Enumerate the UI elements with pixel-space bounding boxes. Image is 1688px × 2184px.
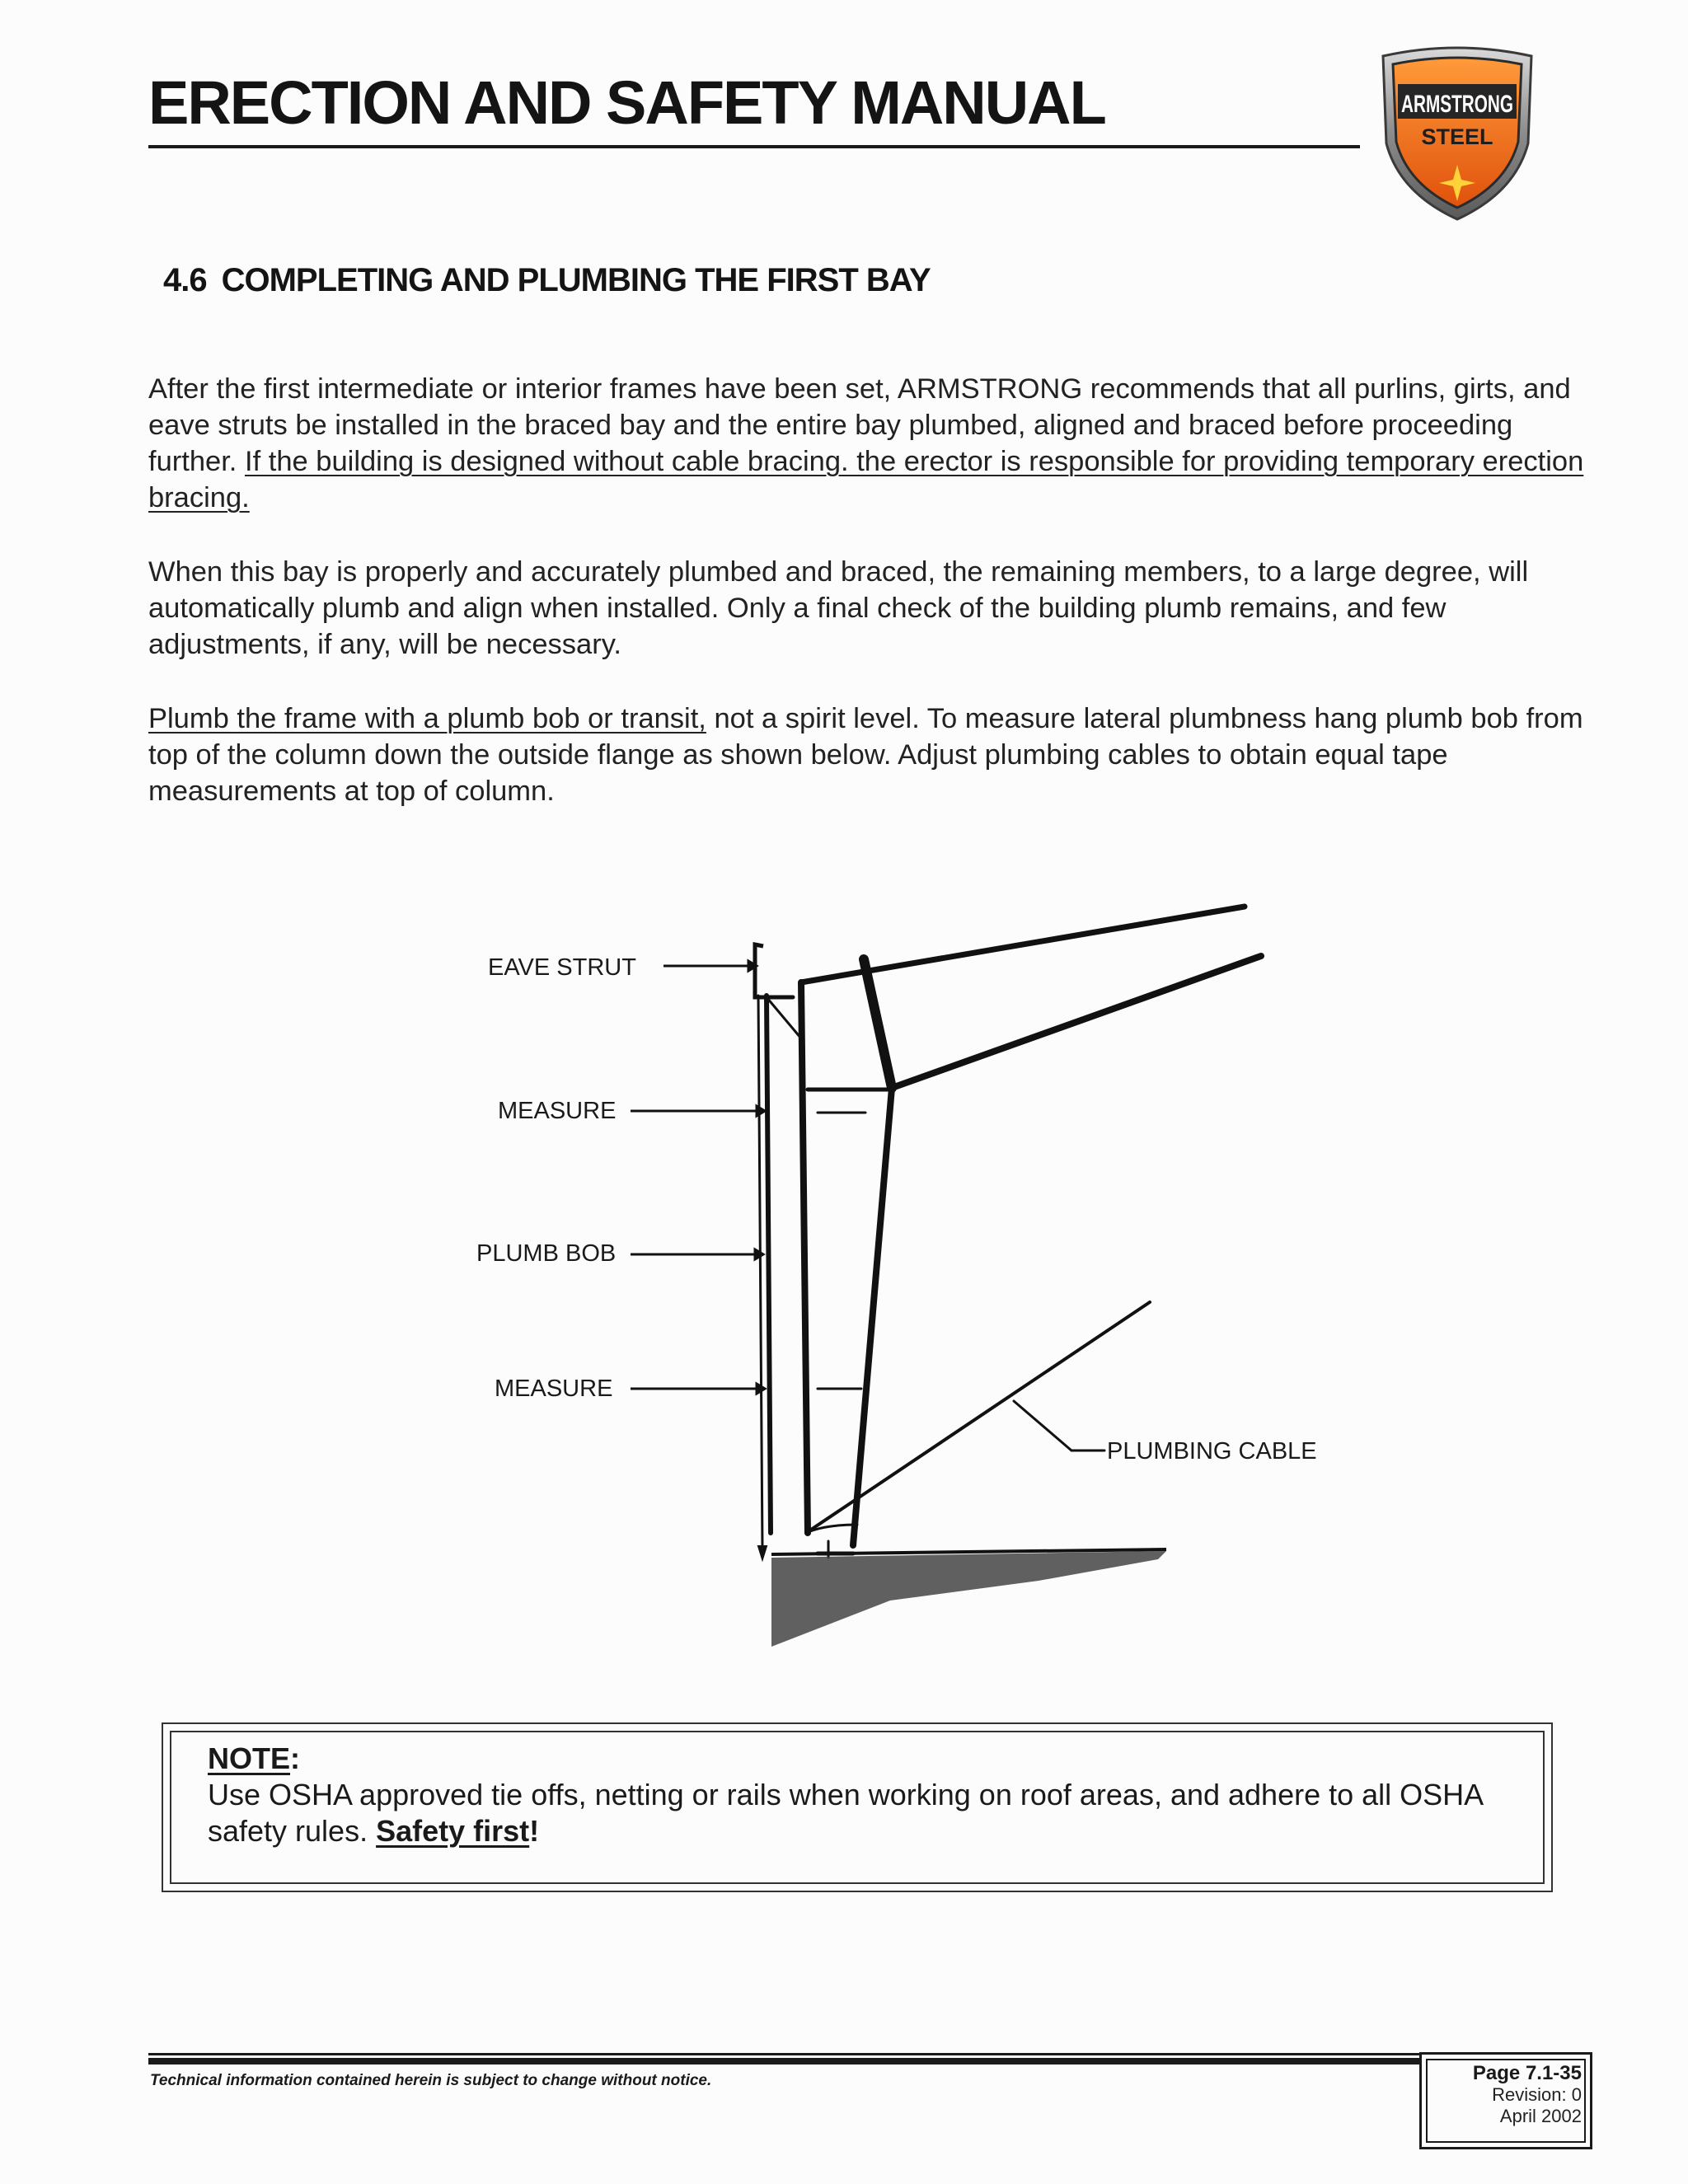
eave-strut-shape (755, 944, 793, 997)
footer-disclaimer: Technical information contained herein is subject to change without notice. (150, 2072, 712, 2089)
paragraph-bracing (148, 371, 1591, 516)
label-measure-bottom: MEASURE (495, 1376, 613, 1402)
plumbing-cable (806, 1302, 1150, 1533)
label-plumb-bob: PLUMB BOB (476, 1240, 617, 1267)
paragraph-plumb-bob (148, 701, 1591, 809)
note-text: Use OSHA approved tie offs, netting or rails when working on roof areas, and adhere to all OSHA safety rules. (208, 1778, 1483, 1848)
logo-line1: ARMSTRONG (1401, 91, 1513, 118)
plumb-bob-line (758, 996, 762, 1549)
rafter-bottom-flange (892, 956, 1261, 1088)
leader-lines (631, 961, 765, 1394)
paragraph-plumb-bob-underlined: Plumb the frame with a plumb bob or transit, (148, 703, 706, 734)
section-heading (163, 262, 931, 298)
note-emphasis: Safety first! (376, 1814, 540, 1848)
paragraph-bracing-text: After the first intermediate or interior frames have been set, ARMSTRONG recommends that all purlins, girts, and eave struts be installed in the braced bay and the entire bay plumbed, aligned and braced before proceeding further. (148, 373, 1571, 477)
section-number: 4.6 (163, 262, 207, 298)
note-label: NOTE: (208, 1741, 301, 1775)
label-eave-strut: EAVE STRUT (488, 954, 636, 981)
column-cap (767, 997, 801, 1038)
haunch-stiffener (864, 959, 892, 1088)
column-outer-flange (767, 996, 771, 1533)
label-measure-top: MEASURE (498, 1098, 617, 1124)
footer-rule-thick (148, 2058, 1422, 2064)
paragraph-bracing-underlined: If the building is designed without cable bracing. the erector is responsible for providing temporary erection bracing. (148, 446, 1584, 513)
logo-line2: STEEL (1421, 124, 1493, 149)
note-content (208, 1741, 1526, 1849)
page-number: Page 7.1-35 (1472, 2062, 1582, 2084)
plumbing-diagram (462, 890, 1368, 1657)
title-rule (148, 145, 1360, 148)
section-title: COMPLETING AND PLUMBING THE FIRST BAY (221, 262, 931, 298)
armstrong-steel-logo (1375, 45, 1540, 223)
paragraph-plumb-bob-text: not a spirit level. To measure lateral plumbness hang plumb bob from top of the column down the outside flange as shown below. Adjust plumbing cables to obtain equal tape measurements at top of column. (148, 703, 1583, 807)
cable-leader (1014, 1401, 1071, 1451)
revision: Revision: 0 (1492, 2084, 1582, 2105)
column-flange-angled (853, 1088, 892, 1545)
page-title: ERECTION AND SAFETY MANUAL (148, 68, 1105, 137)
revision-date: April 2002 (1499, 2106, 1582, 2126)
plumb-bob-icon (758, 1546, 767, 1559)
paragraph-plumbing: When this bay is properly and accurately plumbed and braced, the remaining members, to a large degree, will automatically plumb and align when installed. Only a final check of the building plumb remains, and few adjustments, if any, will be necessary. (148, 556, 1529, 660)
footer-rule-thin (148, 2053, 1422, 2055)
column-inner-flange (801, 982, 808, 1533)
label-plumbing-cable: PLUMBING CABLE (1107, 1438, 1317, 1465)
note-box (162, 1722, 1553, 1892)
ground-section (771, 1551, 1166, 1647)
page-info-box (1419, 2052, 1592, 2149)
